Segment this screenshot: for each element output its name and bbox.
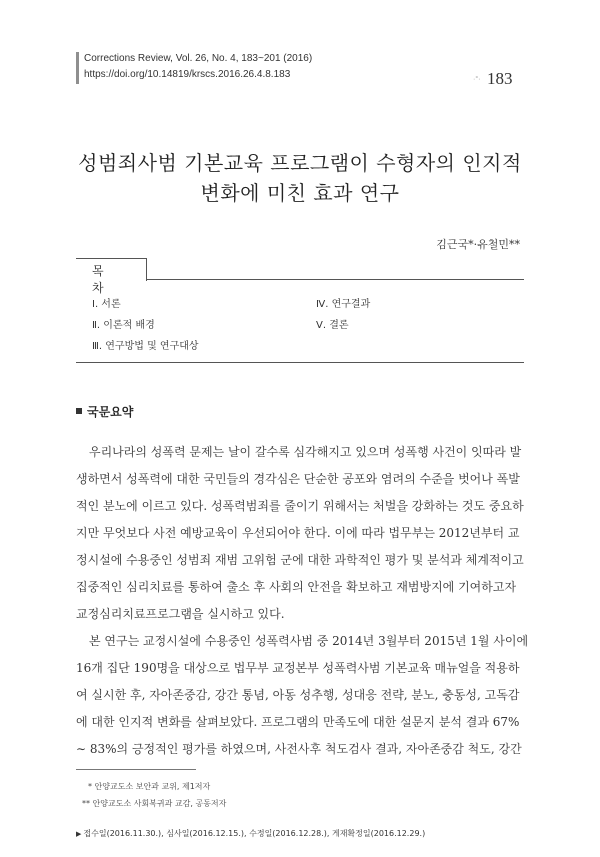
abstract-line: 우리나라의 성폭력 문제는 날이 갈수록 심각해지고 있으며 성폭행 사건이 잇따라 발 <box>89 445 522 459</box>
footnote-2: ** 안양교도소 사회복귀과 교감, 공동저자 <box>82 799 227 808</box>
toc-item-results[interactable]: Ⅳ. 연구결과 <box>316 299 371 310</box>
toc-item-method[interactable]: Ⅲ. 연구방법 및 연구대상 <box>92 341 199 352</box>
footnote-1: * 안양교도소 보안과 교위, 제1저자 <box>88 782 211 791</box>
paper-title-line-1: 성범죄사범 기본교육 프로그램이 수형자의 인지적 <box>78 151 522 175</box>
authors: 김근국*·유철민** <box>436 238 520 251</box>
abstract-line: 본 연구는 교정시설에 수용중인 성폭력사범 중 2014년 3월부터 2015년 1월 사이에 <box>89 634 529 648</box>
triangle-bullet-icon: ▶ <box>76 830 82 838</box>
abstract-heading: 국문요약 <box>76 403 133 420</box>
review-dates: ▶ 접수일(2016.11.30.), 심사일(2016.12.15.), 수정일(2016.12.28.), 게재확정일(2016.12.29.) <box>76 829 426 838</box>
footnote-rule <box>76 769 196 770</box>
abstract-line: 정시설에 수용중인 성범죄 재범 고위험 군에 대한 과학적인 평가 및 분석과 체계적이고 <box>76 553 524 567</box>
abstract-line: 집중적인 심리치료를 통하여 출소 후 사회의 안전을 확보하고 재범방지에 기여하고자 <box>76 580 517 594</box>
abstract-line: 에 대한 인지적 변화를 살펴보았다. 프로그램의 만족도에 대한 설문지 분석 결과 67% <box>76 715 520 729</box>
toc-item-theory[interactable]: Ⅱ. 이론적 배경 <box>92 320 155 331</box>
header-accent-bar <box>76 52 79 84</box>
abstract-line: 생하면서 성폭력에 대한 국민들의 경각심은 단순한 공포와 염려의 수준을 벗어나 폭발 <box>76 472 520 486</box>
abstract-line: 교정심리치료프로그램을 실시하고 있다. <box>76 607 285 621</box>
abstract-line: 지만 무엇보다 사전 예방교육이 우선되어야 한다. 이에 따라 법무부는 2012년부터 교 <box>76 526 520 540</box>
page-number: 183 <box>487 69 513 88</box>
abstract-line: 적인 분노에 이르고 있다. 성폭력범죄를 줄이기 위해서는 처벌을 강화하는 것도 중요하 <box>76 499 524 513</box>
toc-item-intro[interactable]: Ⅰ. 서론 <box>92 299 121 310</box>
doi-link[interactable]: https://doi.org/10.14819/krscs.2016.26.4.8.183 <box>84 69 291 80</box>
abstract-line: 16개 집단 190명을 대상으로 법무부 교정본부 성폭력사범 기본교육 매뉴얼을 적용하 <box>76 661 520 675</box>
paper-title-line-2: 변화에 미친 효과 연구 <box>200 181 400 205</box>
abstract-line: 여 실시한 후, 자아존중감, 강간 통념, 아동 성추행, 성대응 전략, 분노, 충동성, 고독감 <box>76 688 520 702</box>
abstract-line: ∼ 83%의 긍정적인 평가를 하였으며, 사전사후 척도검사 결과, 자아존중감 척도, 강간 <box>76 742 522 756</box>
header-ornament: ·°· <box>473 76 481 83</box>
journal-citation: Corrections Review, Vol. 26, No. 4, 183~201 (2016) <box>84 53 313 64</box>
toc-heading-tab <box>76 258 147 295</box>
square-bullet-icon <box>76 408 82 414</box>
toc-heading: 목 차 <box>92 264 114 295</box>
toc-item-conclusion[interactable]: Ⅴ. 결론 <box>316 320 349 331</box>
